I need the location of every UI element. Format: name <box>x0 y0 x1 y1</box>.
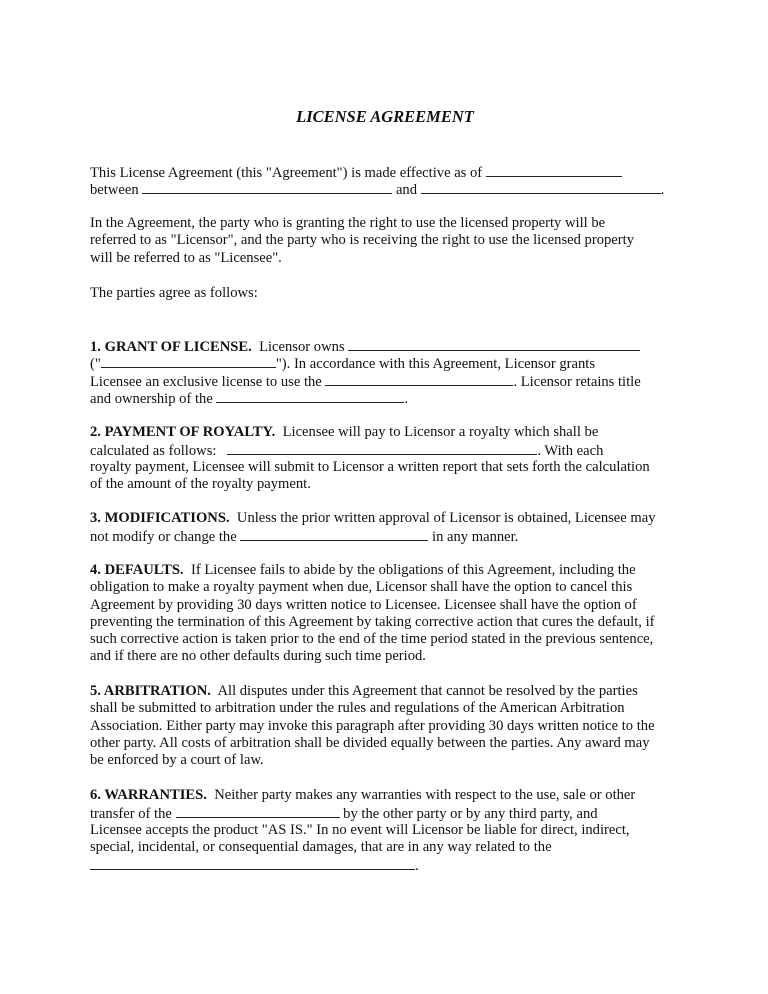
section-text: Neither party makes any warranties with respect to the use, sale or other <box>214 787 636 803</box>
agree-line: The parties agree as follows: <box>90 285 258 301</box>
section-text: Agreement by providing 30 days written notice to Licensee. Licensee shall have the option of <box>90 596 637 613</box>
between-label: between <box>90 182 139 199</box>
section-text: other party. All costs of arbitration shall be divided equally between the parties. Any award may <box>90 734 650 751</box>
licensed-property-field[interactable] <box>348 337 640 351</box>
section-text: All disputes under this Agreement that cannot be resolved by the parties <box>217 683 638 699</box>
definitions-line-1: In the Agreement, the party who is granting the right to use the licensed property will be <box>90 215 606 231</box>
section-heading: 3. MODIFICATIONS. <box>90 510 230 526</box>
section-text: transfer of the <box>90 806 172 823</box>
section-text: and ownership of the <box>90 390 213 407</box>
section-text: and if there are no other defaults during such time period. <box>90 648 426 665</box>
section-text: Licensee an exclusive license to use the <box>90 373 322 390</box>
royalty-calculation-field[interactable] <box>227 441 537 455</box>
licensor-name-field[interactable] <box>142 180 392 194</box>
section-heading: 5. ARBITRATION. <box>90 683 211 699</box>
section-heading: 2. PAYMENT OF ROYALTY. <box>90 424 276 440</box>
effective-date-field[interactable] <box>486 163 622 177</box>
section-heading: 1. GRANT OF LICENSE. <box>90 339 252 355</box>
section-text: be enforced by a court of law. <box>90 752 264 769</box>
section-warranties <box>90 787 680 873</box>
section-text: by the other party or by any third party, and <box>343 806 598 823</box>
definitions-paragraph <box>90 215 680 267</box>
section-text: . Licensor retains title <box>513 373 641 390</box>
intro-line-1 <box>90 163 680 180</box>
section-grant-of-license <box>90 337 680 406</box>
section-text: Licensee will pay to Licensor a royalty which shall be <box>282 424 599 440</box>
definitions-line-3: will be referred to as "Licensee". <box>90 249 282 266</box>
section-text: . <box>415 858 419 875</box>
section-text: If Licensee fails to abide by the obligations of this Agreement, including the <box>190 562 636 578</box>
section-text: (" <box>90 356 101 373</box>
section-text: Unless the prior written approval of Licensor is obtained, Licensee may <box>236 510 656 526</box>
licensed-use-field[interactable] <box>325 372 513 386</box>
section-text: calculated as follows: <box>90 443 217 460</box>
intro-paragraph <box>90 163 680 198</box>
section-text: . With each <box>537 443 604 460</box>
section-text: preventing the termination of this Agreement by taking corrective action that cures the default, if <box>90 613 655 630</box>
document-title: LICENSE AGREEMENT <box>296 107 474 126</box>
agree-paragraph <box>90 285 680 302</box>
period: . <box>660 182 665 199</box>
property-short-name-field[interactable] <box>101 354 276 368</box>
intro-text: This License Agreement (this "Agreement") is made effective as of <box>90 165 483 181</box>
section-text: "). In accordance with this Agreement, Licensor grants <box>275 356 596 373</box>
section-heading: 6. WARRANTIES. <box>90 787 207 803</box>
section-text: Association. Either party may invoke this paragraph after providing 30 days written notice to the <box>90 717 655 734</box>
section-text: of the amount of the royalty payment. <box>90 475 311 492</box>
section-payment-of-royalty <box>90 424 680 493</box>
section-text: Licensee accepts the product "AS IS." In no event will Licensor be liable for direct, indirect, <box>90 821 630 838</box>
section-defaults <box>90 562 680 666</box>
section-heading: 4. DEFAULTS. <box>90 562 184 578</box>
section-text: in any manner. <box>432 529 519 546</box>
section-text: obligation to make a royalty payment when due, Licensor shall have the option to cancel this <box>90 579 633 596</box>
ownership-field[interactable] <box>216 389 404 403</box>
licensee-name-field[interactable] <box>421 180 661 194</box>
section-arbitration <box>90 683 680 769</box>
section-text: such corrective action is taken prior to the end of the time period stated in the previous sentence, <box>90 631 654 648</box>
modification-subject-field[interactable] <box>240 527 428 541</box>
transferred-item-field[interactable] <box>176 804 340 818</box>
section-text: special, incidental, or consequential damages, that are in any way related to the <box>90 838 552 855</box>
related-subject-field[interactable] <box>90 856 415 870</box>
section-text: shall be submitted to arbitration under the rules and regulations of the American Arbitration <box>90 700 625 717</box>
section-text: . <box>404 390 409 407</box>
definitions-line-2: referred to as "Licensor", and the party who is receiving the right to use the licensed property <box>90 232 634 249</box>
section-text: not modify or change the <box>90 529 237 546</box>
section-text: Licensor owns <box>259 339 345 355</box>
section-text: royalty payment, Licensee will submit to Licensor a written report that sets forth the calculation <box>90 458 650 475</box>
and-label: and <box>395 182 418 199</box>
section-modifications <box>90 510 680 545</box>
intro-line-2 <box>90 180 680 197</box>
